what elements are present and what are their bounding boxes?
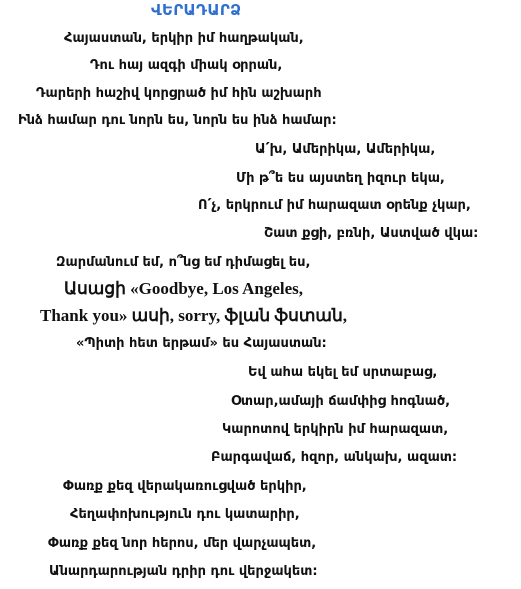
poem-line-10: Ասացի «Goodbye, Los Angeles,: [64, 279, 304, 298]
poem-line-14: Օտար,ամայի ճամփից հոգնած,: [231, 394, 451, 409]
poem-line-8: Շատ քցի, բռնի, Աստված վկա:: [264, 226, 479, 241]
poem-line-17: Փառք քեզ վերակառուցված երկիր,: [63, 479, 307, 494]
poem-line-16: Բարգավաճ, հզոր, անկախ, ազատ:: [211, 450, 458, 465]
poem-line-11: Thank you» ասի, sorry, ֆլան ֆստան,: [40, 306, 348, 325]
poem-line-2: Դու հայ ազգի միակ օրրան,: [90, 58, 283, 73]
poem-line-7: Ո՛չ, երկրում իմ հարազատ օրենք չկար,: [198, 198, 471, 213]
poem-line-3: Դարերի հաշիվ կորցրած իմ հին աշխարհ: [36, 86, 322, 101]
poem-line-9: Զարմանում եմ, ո՞նց եմ դիմացել ես,: [56, 255, 311, 270]
poem-line-1: Հայաստան, երկիր իմ հաղթական,: [64, 31, 304, 46]
poem-line-20: Անարդարության դրիր դու վերջակետ:: [49, 564, 318, 579]
poem-line-6: Մի թ՞ե ես այստեղ իզուր եկա,: [236, 171, 445, 186]
poem-line-5: Ա՛խ, Ամերիկա, Ամերիկա,: [255, 142, 436, 157]
poem-line-12: «Պիտի հետ երթամ» ես Հայաստան:: [76, 336, 327, 351]
poem-line-4: Ինձ համար դու նորն ես, նորն ես ինձ համար:: [18, 113, 337, 128]
poem-title: ՎԵՐԱԴԱՐՁ: [151, 1, 242, 19]
poem-line-15: Կարոտով երկիրն իմ հարազատ,: [222, 422, 449, 437]
poem-line-19: Փառք քեզ նոր հերոս, մեր վարչապետ,: [48, 536, 317, 551]
poem-line-18: Հեղափոխություն դու կատարիր,: [70, 507, 300, 522]
poem-line-13: Եվ ահա եկել եմ սրտաբաց,: [248, 365, 438, 380]
